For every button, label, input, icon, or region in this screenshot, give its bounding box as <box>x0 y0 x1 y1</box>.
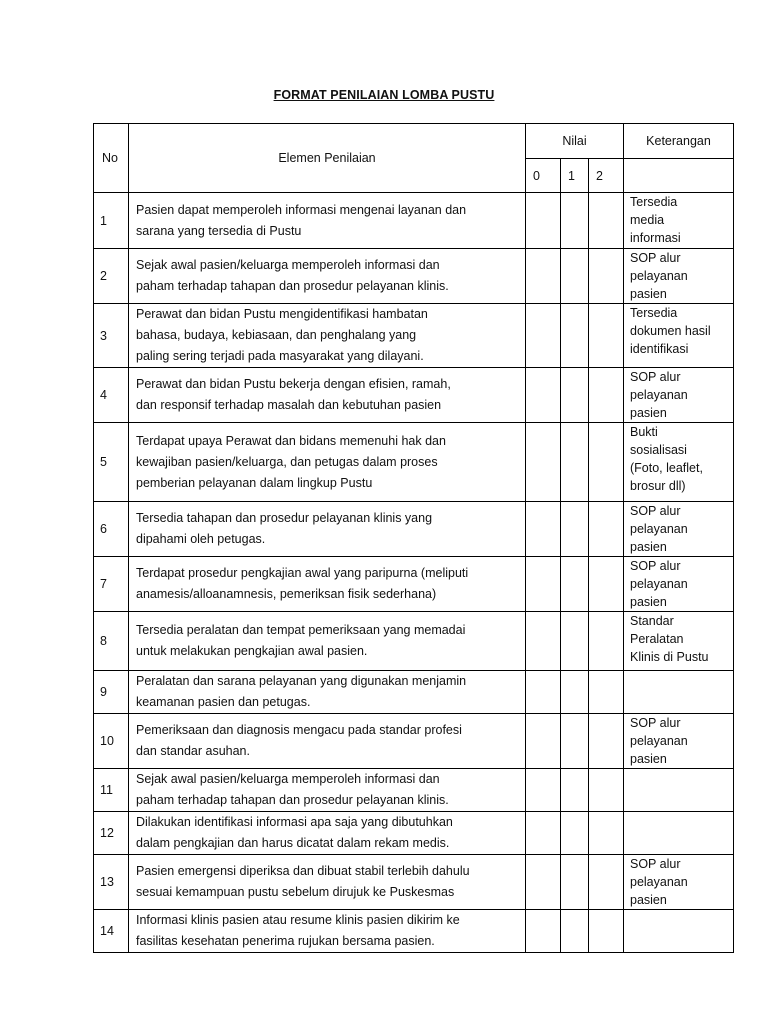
score-cell-1[interactable] <box>561 812 589 855</box>
table-row <box>94 249 734 304</box>
assessment-table <box>93 123 734 953</box>
score-cell-1[interactable] <box>561 910 589 953</box>
assessment-element-line: Terdapat upaya Perawat dan bidans memenuhi hak dan <box>136 433 446 448</box>
score-cell-0[interactable] <box>526 368 561 423</box>
score-cell-1[interactable] <box>561 612 589 671</box>
table-row <box>94 502 734 557</box>
table-row <box>94 304 734 368</box>
keterangan-line: identifikasi <box>630 342 689 356</box>
assessment-element-line: Sejak awal pasien/keluarga memperoleh informasi dan <box>136 258 440 272</box>
header-keterangan: Keterangan <box>624 124 734 159</box>
keterangan-cell <box>624 557 734 612</box>
score-cell-1[interactable] <box>561 855 589 910</box>
assessment-element-line: sesuai kemampuan pustu sebelum dirujuk ke Puskesmas <box>136 885 455 899</box>
keterangan-line: pelayanan <box>630 734 688 748</box>
keterangan-line: dokumen hasil <box>630 324 711 338</box>
score-cell-2[interactable] <box>589 502 624 557</box>
score-cell-0[interactable] <box>526 769 561 812</box>
score-cell-0[interactable] <box>526 910 561 953</box>
header-score-1: 1 <box>561 159 589 193</box>
assessment-element-line: kewajiban pasien/keluarga, dan petugas dalam proses <box>136 454 438 469</box>
keterangan-line: Tersedia <box>630 306 678 320</box>
assessment-element <box>129 368 526 423</box>
keterangan-line: pelayanan <box>630 577 688 591</box>
keterangan-line: (Foto, leaflet, <box>630 461 703 475</box>
keterangan-cell <box>624 368 734 423</box>
table-row <box>94 769 734 812</box>
score-cell-2[interactable] <box>589 249 624 304</box>
score-cell-1[interactable] <box>561 304 589 368</box>
assessment-element-line: dipahami oleh petugas. <box>136 532 266 546</box>
keterangan-line: pelayanan <box>630 269 688 283</box>
assessment-element <box>129 249 526 304</box>
keterangan-cell <box>624 612 734 671</box>
assessment-element-line: Terdapat prosedur pengkajian awal yang paripurna (meliputi <box>136 566 469 580</box>
header-nilai: Nilai <box>526 124 624 159</box>
score-cell-1[interactable] <box>561 769 589 812</box>
assessment-element-line: Tersedia tahapan dan prosedur pelayanan klinis yang <box>136 511 433 525</box>
score-cell-1[interactable] <box>561 193 589 249</box>
keterangan-line: pelayanan <box>630 522 688 536</box>
assessment-element-line: Sejak awal pasien/keluarga memperoleh informasi dan <box>136 772 440 786</box>
keterangan-cell <box>624 423 734 502</box>
assessment-element-line: Dilakukan identifikasi informasi apa saja yang dibutuhkan <box>136 815 453 829</box>
score-cell-2[interactable] <box>589 304 624 368</box>
row-number: 12 <box>94 812 129 855</box>
keterangan-line: SOP alur <box>630 251 681 265</box>
table-row <box>94 671 734 714</box>
score-cell-0[interactable] <box>526 855 561 910</box>
score-cell-0[interactable] <box>526 812 561 855</box>
assessment-element <box>129 423 526 502</box>
score-cell-1[interactable] <box>561 368 589 423</box>
assessment-element-line: Pasien dapat memperoleh informasi mengenai layanan dan <box>136 202 467 217</box>
score-cell-0[interactable] <box>526 502 561 557</box>
keterangan-line: Bukti <box>630 425 658 439</box>
row-number: 3 <box>94 304 129 368</box>
assessment-element-line: paham terhadap tahapan dan prosedur pelayanan klinis. <box>136 279 449 293</box>
table-row <box>94 557 734 612</box>
assessment-element <box>129 557 526 612</box>
keterangan-line: media <box>630 213 665 227</box>
assessment-element <box>129 502 526 557</box>
assessment-element-line: untuk melakukan pengkajian awal pasien. <box>136 644 368 658</box>
table-row <box>94 714 734 769</box>
assessment-element-line: Pasien emergensi diperiksa dan dibuat stabil terlebih dahulu <box>136 864 470 878</box>
keterangan-cell <box>624 769 734 812</box>
keterangan-line: sosialisasi <box>630 443 687 457</box>
keterangan-line: pelayanan <box>630 875 688 889</box>
score-cell-2[interactable] <box>589 193 624 249</box>
header-score-0: 0 <box>526 159 561 193</box>
score-cell-1[interactable] <box>561 557 589 612</box>
document-title: FORMAT PENILAIAN LOMBA PUSTU <box>273 88 495 102</box>
assessment-element <box>129 812 526 855</box>
score-cell-2[interactable] <box>589 910 624 953</box>
header-elemen-penilaian: Elemen Penilaian <box>129 124 526 193</box>
keterangan-line: Klinis di Pustu <box>630 650 709 664</box>
keterangan-cell <box>624 502 734 557</box>
score-cell-2[interactable] <box>589 855 624 910</box>
assessment-element-line: Peralatan dan sarana pelayanan yang digunakan menjamin <box>136 674 467 688</box>
score-cell-2[interactable] <box>589 368 624 423</box>
assessment-element-line: anamesis/alloanamnesis, pemeriksan fisik sederhana) <box>136 587 437 601</box>
row-number: 2 <box>94 249 129 304</box>
keterangan-cell <box>624 910 734 953</box>
assessment-element <box>129 855 526 910</box>
keterangan-cell <box>624 714 734 769</box>
keterangan-line: pasien <box>630 287 667 301</box>
score-cell-2[interactable] <box>589 612 624 671</box>
score-cell-0[interactable] <box>526 557 561 612</box>
keterangan-cell <box>624 193 734 249</box>
keterangan-line: SOP alur <box>630 857 681 871</box>
assessment-element-line: Tersedia peralatan dan tempat pemeriksaan yang memadai <box>136 623 466 637</box>
assessment-element-line: keamanan pasien dan petugas. <box>136 695 311 709</box>
assessment-element <box>129 714 526 769</box>
assessment-element-line: dan responsif terhadap masalah dan kebutuhan pasien <box>136 398 442 412</box>
score-cell-2[interactable] <box>589 769 624 812</box>
assessment-element-line: paham terhadap tahapan dan prosedur pelayanan klinis. <box>136 793 449 807</box>
assessment-element <box>129 910 526 953</box>
score-cell-1[interactable] <box>561 502 589 557</box>
keterangan-line: pasien <box>630 893 667 907</box>
keterangan-cell <box>624 304 734 368</box>
assessment-element-line: Perawat dan bidan Pustu mengidentifikasi hambatan <box>136 307 428 321</box>
table-row <box>94 193 734 249</box>
keterangan-line: Tersedia <box>630 195 678 209</box>
keterangan-line: Standar <box>630 614 674 628</box>
keterangan-line: pelayanan <box>630 388 688 402</box>
keterangan-cell <box>624 671 734 714</box>
row-number: 13 <box>94 855 129 910</box>
keterangan-line: SOP alur <box>630 370 681 384</box>
assessment-element-line: pemberian pelayanan dalam lingkup Pustu <box>136 475 373 490</box>
table-row <box>94 910 734 953</box>
score-cell-1[interactable] <box>561 249 589 304</box>
keterangan-line: SOP alur <box>630 504 681 518</box>
score-cell-0[interactable] <box>526 671 561 714</box>
table-row <box>94 368 734 423</box>
row-number: 4 <box>94 368 129 423</box>
assessment-element <box>129 304 526 368</box>
score-cell-0[interactable] <box>526 423 561 502</box>
row-number: 14 <box>94 910 129 953</box>
table-row <box>94 812 734 855</box>
row-number: 11 <box>94 769 129 812</box>
score-cell-0[interactable] <box>526 612 561 671</box>
score-cell-1[interactable] <box>561 423 589 502</box>
keterangan-line: informasi <box>630 231 681 245</box>
table-row <box>94 855 734 910</box>
keterangan-line: pasien <box>630 752 667 766</box>
score-cell-0[interactable] <box>526 304 561 368</box>
assessment-element <box>129 193 526 249</box>
score-cell-0[interactable] <box>526 193 561 249</box>
keterangan-cell <box>624 249 734 304</box>
keterangan-line: pasien <box>630 540 667 554</box>
score-cell-1[interactable] <box>561 671 589 714</box>
keterangan-cell <box>624 855 734 910</box>
keterangan-line: brosur dll) <box>630 479 686 493</box>
row-number: 8 <box>94 612 129 671</box>
keterangan-line: Peralatan <box>630 632 684 646</box>
keterangan-cell <box>624 812 734 855</box>
row-number: 9 <box>94 671 129 714</box>
assessment-element-line: paling sering terjadi pada masyarakat yang dilayani. <box>136 349 424 363</box>
score-cell-2[interactable] <box>589 812 624 855</box>
assessment-element-line: Informasi klinis pasien atau resume klinis pasien dikirim ke <box>136 913 460 927</box>
score-cell-0[interactable] <box>526 249 561 304</box>
assessment-element <box>129 769 526 812</box>
score-cell-2[interactable] <box>589 557 624 612</box>
assessment-element-line: fasilitas kesehatan penerima rujukan bersama pasien. <box>136 934 435 948</box>
keterangan-line: pasien <box>630 406 667 420</box>
header-keterangan-blank <box>624 159 734 193</box>
assessment-element <box>129 612 526 671</box>
keterangan-line: pasien <box>630 595 667 609</box>
row-number: 5 <box>94 423 129 502</box>
score-cell-2[interactable] <box>589 423 624 502</box>
assessment-element-line: dan standar asuhan. <box>136 744 250 758</box>
table-row <box>94 423 734 502</box>
row-number: 7 <box>94 557 129 612</box>
header-score-2: 2 <box>589 159 624 193</box>
assessment-element-line: dalam pengkajian dan harus dicatat dalam rekam medis. <box>136 836 450 850</box>
row-number: 10 <box>94 714 129 769</box>
score-cell-1[interactable] <box>561 714 589 769</box>
assessment-element-line: sarana yang tersedia di Pustu <box>136 223 302 238</box>
assessment-element <box>129 671 526 714</box>
assessment-element-line: bahasa, budaya, kebiasaan, dan penghalang yang <box>136 328 417 342</box>
keterangan-line: SOP alur <box>630 559 681 573</box>
table-row <box>94 612 734 671</box>
keterangan-line: SOP alur <box>630 716 681 730</box>
score-cell-2[interactable] <box>589 714 624 769</box>
score-cell-0[interactable] <box>526 714 561 769</box>
score-cell-2[interactable] <box>589 671 624 714</box>
table-body <box>94 193 734 953</box>
assessment-element-line: Perawat dan bidan Pustu bekerja dengan efisien, ramah, <box>136 377 451 391</box>
header-no: No <box>94 124 129 193</box>
assessment-element-line: Pemeriksaan dan diagnosis mengacu pada standar profesi <box>136 723 462 737</box>
row-number: 6 <box>94 502 129 557</box>
row-number: 1 <box>94 193 129 249</box>
